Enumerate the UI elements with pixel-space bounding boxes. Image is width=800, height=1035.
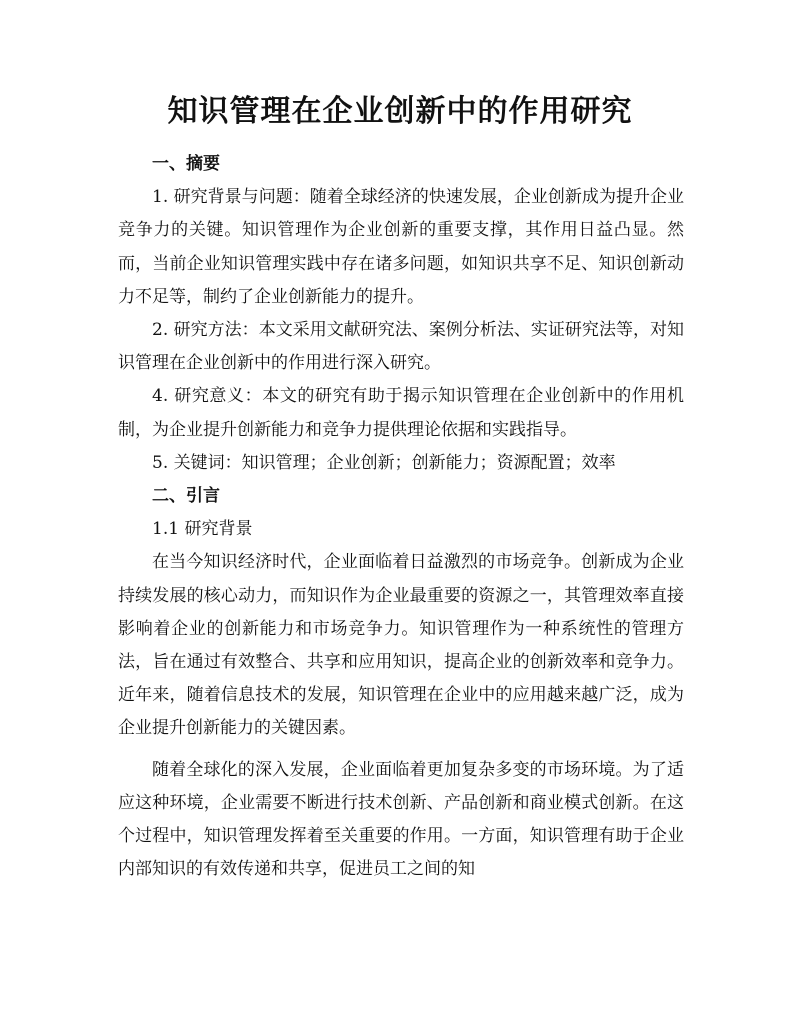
- document-title: 知识管理在企业创新中的作用研究: [167, 94, 633, 129]
- introduction-paragraph-2: 随着全球化的深入发展，企业面临着更加复杂多变的市场环境。为了适应这种环境，企业需要不断进行技术创新、产品创新和商业模式创新。在这个过程中，知识管理发挥着至关重要的作用。一方面，知识管理有助于企业内部知识的有效传递和共享，促进员工之间的知: [118, 759, 684, 880]
- abstract-paragraph-background: 1. 研究背景与问题：随着全球经济的快速发展，企业创新成为提升企业竞争力的关键。知识管理作为企业创新的重要支撑，其作用日益凸显。然而，当前企业知识管理实践中存在诸多问题，如知识共享不足、知识创新动力不足等，制约了企业创新能力的提升。: [118, 187, 684, 307]
- section-heading-introduction: 二、引言: [152, 486, 220, 507]
- introduction-paragraph-1: 在当今知识经济时代，企业面临着日益激烈的市场竞争。创新成为企业持续发展的核心动力，而知识作为企业最重要的资源之一，其管理效率直接影响着企业的创新能力和市场竞争力。知识管理作为一种系统性的管理方法，旨在通过有效整合、共享和应用知识，提高企业的创新效率和竞争力。近年来，随着信息技术的发展，知识管理在企业中的应用越来越广泛，成为企业提升创新能力的关键因素。: [118, 552, 684, 739]
- abstract-keywords: 5. 关键词：知识管理；企业创新；创新能力；资源配置；效率: [152, 452, 616, 473]
- document-body: [118, 148, 684, 886]
- subsection-heading-background: 1.1 研究背景: [152, 519, 253, 540]
- section-heading-abstract: 一、摘要: [152, 154, 220, 174]
- abstract-paragraph-method: 2. 研究方法：本文采用文献研究法、案例分析法、实证研究法等，对知识管理在企业创新中的作用进行深入研究。: [118, 320, 684, 374]
- abstract-paragraph-significance: 4. 研究意义：本文的研究有助于揭示知识管理在企业创新中的作用机制，为企业提升创新能力和竞争力提供理论依据和实践指导。: [118, 386, 684, 440]
- paragraph-gap: [118, 746, 684, 754]
